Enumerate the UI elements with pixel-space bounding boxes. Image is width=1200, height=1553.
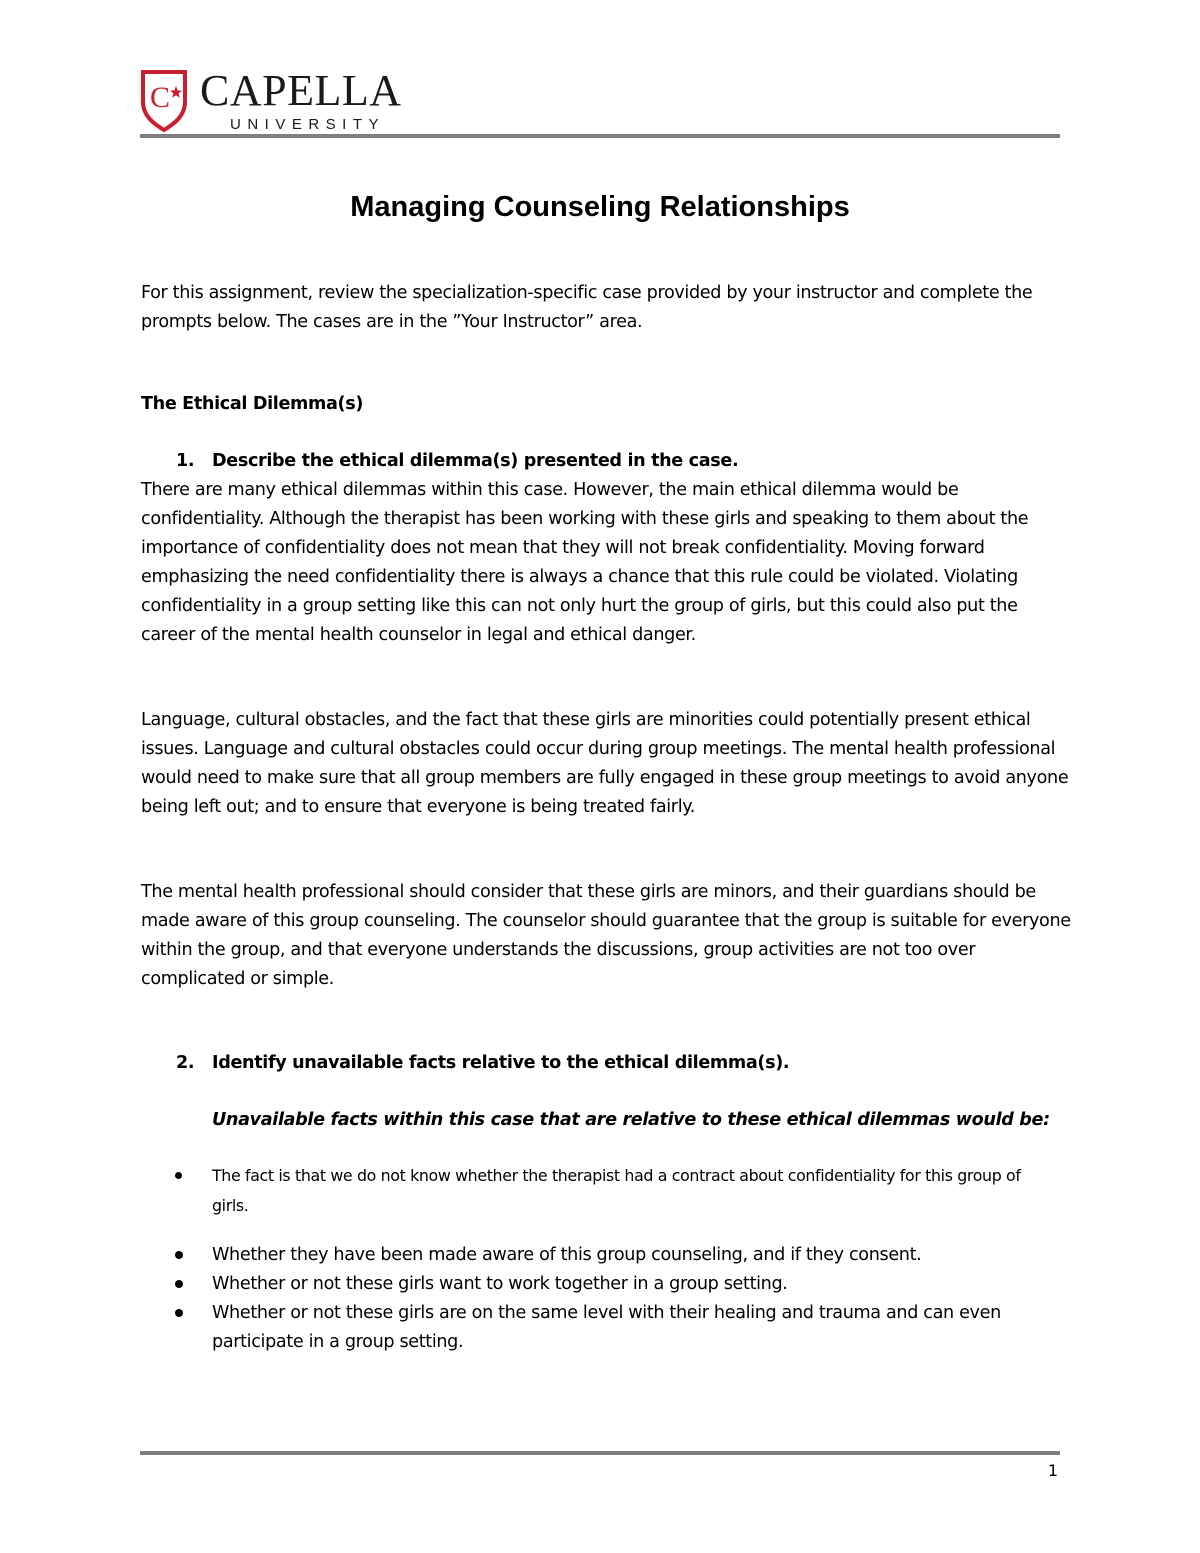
question-2: [176, 1049, 789, 1078]
intro-paragraph: For this assignment, review the specialization-specific case provided by your instructor and complete the prompts below. The cases are in the ”Your Instructor” area.: [141, 283, 1033, 332]
list-item-text: Whether or not these girls are on the same level with their healing and trauma and can even participate in a group setting.: [212, 1303, 1001, 1352]
bullet-icon: [175, 1172, 182, 1179]
list-item-text: The fact is that we do not know whether the therapist had a contract about confidentiality for this group of girls.: [212, 1166, 1021, 1215]
bullet-icon: [175, 1280, 183, 1288]
facts-intro: Unavailable facts within this case that are relative to these ethical dilemmas would be:: [212, 1110, 1050, 1130]
footer-divider: [140, 1451, 1060, 1455]
brand-subtitle: UNIVERSITY: [230, 116, 386, 133]
logo-letter: C: [149, 81, 171, 114]
bullet-icon: [175, 1309, 183, 1317]
capella-shield-icon: [140, 68, 188, 132]
brand-name: CAPELLA: [200, 66, 402, 115]
page-number: 1: [1047, 1461, 1058, 1480]
facts-list-small: [172, 1161, 1052, 1221]
list-item: [172, 1270, 1052, 1299]
question-2-number: 2.: [176, 1053, 195, 1073]
list-item-text: Whether or not these girls want to work together in a group setting.: [212, 1274, 788, 1294]
section-heading: The Ethical Dilemma(s): [141, 394, 364, 414]
question-1: [176, 447, 738, 476]
facts-list: [172, 1241, 1052, 1357]
question-1-text: Describe the ethical dilemma(s) presented in the case.: [212, 451, 739, 471]
list-item: [172, 1299, 1052, 1357]
answer-paragraph-2: Language, cultural obstacles, and the fact that these girls are minorities could potentially present ethical issues. Language and cultural obstacles could occur during group meetings. The mental health professional would need to make sure that all group members are fully engaged in these group meetings to avoid anyone being left out; and to ensure that everyone is being treated fairly.: [141, 710, 1069, 817]
answer-paragraph-3: The mental health professional should consider that these girls are minors, and their guardians should be made aware of this group counseling. The counselor should guarantee that the group is suitable for everyone within the group, and that everyone understands the discussions, group activities are not too over complicated or simple.: [141, 882, 1071, 989]
document-title: Managing Counseling Relationships: [350, 191, 850, 223]
bullet-icon: [175, 1251, 183, 1259]
list-item: [172, 1161, 1052, 1221]
list-item: [172, 1241, 1052, 1270]
list-item-text: Whether they have been made aware of this group counseling, and if they consent.: [212, 1245, 922, 1265]
question-2-text: Identify unavailable facts relative to the ethical dilemma(s).: [212, 1053, 790, 1073]
answer-paragraph-1: There are many ethical dilemmas within this case. However, the main ethical dilemma would be confidentiality. Although the therapist has been working with these girls and speaking to them about the importance of confidentiality does not mean that they will not break confidentiality. Moving forward emphasizing the need confidentiality there is always a chance that this rule could be violated. Violating confidentiality in a group setting like this can not only hurt the group of girls, but this could also put the career of the mental health counselor in legal and ethical danger.: [141, 480, 1029, 645]
question-1-number: 1.: [176, 451, 195, 471]
capella-logo: [140, 68, 402, 132]
header-divider: [140, 134, 1060, 138]
